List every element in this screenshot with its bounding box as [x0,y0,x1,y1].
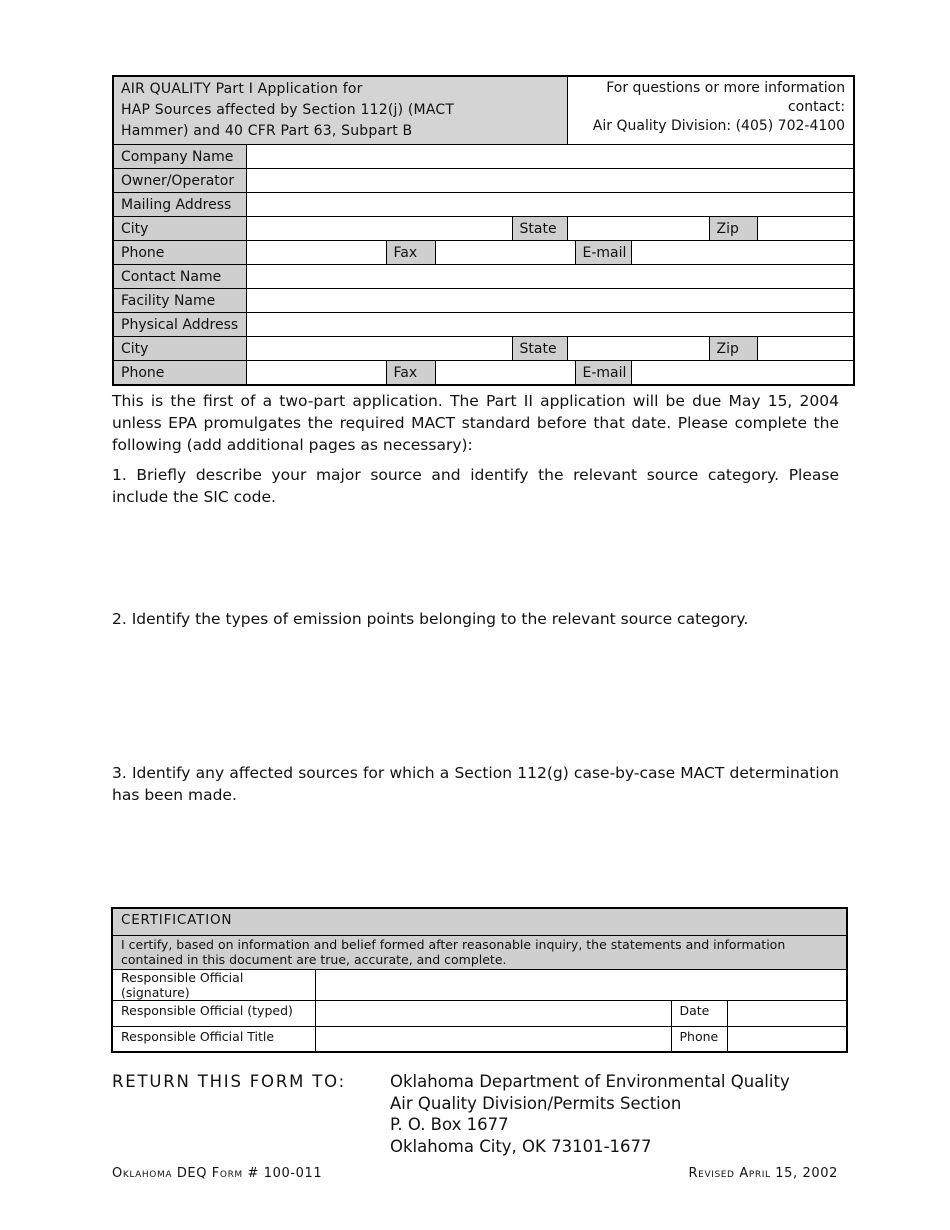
form-title-line-2: HAP Sources affected by Section 112(j) (MACT [121,102,455,118]
mailing-zip-field[interactable] [757,217,854,241]
date-label: Date [671,1000,727,1026]
facility-zip-field[interactable] [757,337,854,361]
contact-name-label: Contact Name [113,265,246,289]
cert-phone-label: Phone [671,1026,727,1052]
facility-name-label: Facility Name [113,289,246,313]
mailing-state-label: State [512,217,567,241]
mailing-state-field[interactable] [567,217,709,241]
facility-state-field[interactable] [567,337,709,361]
question-3: 3. Identify any affected sources for which a Section 112(g) case-by-case MACT determination has been made. [112,764,839,804]
facility-email-label: E-mail [575,361,631,386]
mailing-address-field[interactable] [246,193,854,217]
facility-fax-label: Fax [386,361,435,386]
form-title [113,76,567,145]
official-title-label: Responsible Official Title [112,1026,315,1052]
signature-label: Responsible Official (signature) [112,969,315,1000]
mailing-address-label: Mailing Address [113,193,246,217]
facility-phone-label: Phone [113,361,246,386]
question-1-answer-area[interactable] [112,510,839,602]
form-number: Oklahoma DEQ Form # 100-011 [112,1166,323,1181]
company-name-label: Company Name [113,145,246,169]
intro-paragraph: This is the first of a two-part application. The Part II application will be due May 15, 2004 unless EPA promulgates the required MACT standard before that date. Please complete the following (add additional pages as necessary): [112,392,839,454]
return-address-line-4: Oklahoma City, OK 73101-1677 [390,1136,652,1156]
form-title-line-1: AIR QUALITY Part I Application for [121,81,363,97]
contact-info [567,76,854,145]
mailing-fax-field[interactable] [435,241,575,265]
facility-city-label: City [113,337,246,361]
physical-address-field[interactable] [246,313,854,337]
question-3-answer-area[interactable] [112,808,839,903]
facility-email-field[interactable] [631,361,854,386]
return-address-line-3: P. O. Box 1677 [390,1115,509,1134]
physical-address-label: Physical Address [113,313,246,337]
facility-name-field[interactable] [246,289,854,313]
contact-info-line-1: For questions or more information contact: [606,80,846,115]
date-field[interactable] [727,1000,847,1026]
mailing-email-field[interactable] [631,241,854,265]
mailing-phone-label: Phone [113,241,246,265]
owner-operator-field[interactable] [246,169,854,193]
typed-name-field[interactable] [315,1000,671,1026]
facility-zip-label: Zip [709,337,757,361]
facility-state-label: State [512,337,567,361]
certification-table [111,907,848,1053]
mailing-city-label: City [113,217,246,241]
certification-title: CERTIFICATION [112,908,847,935]
certification-statement: I certify, based on information and belief formed after reasonable inquiry, the statements and information contained in this document are true, accurate, and complete. [112,935,847,969]
official-title-field[interactable] [315,1026,671,1052]
return-address-line-2: Air Quality Division/Permits Section [390,1093,682,1113]
typed-name-label: Responsible Official (typed) [112,1000,315,1026]
mailing-phone-field[interactable] [246,241,386,265]
mailing-city-field[interactable] [246,217,512,241]
facility-city-field[interactable] [246,337,512,361]
contact-info-line-2: Air Quality Division: (405) 702-4100 [592,118,846,134]
question-2: 2. Identify the types of emission points belonging to the relevant source category. [112,610,749,628]
form-title-line-3: Hammer) and 40 CFR Part 63, Subpart B [121,123,413,139]
question-1: 1. Briefly describe your major source and identify the relevant source category. Please include the SIC code. [112,466,839,506]
contact-name-field[interactable] [246,265,854,289]
owner-operator-label: Owner/Operator [113,169,246,193]
question-2-answer-area[interactable] [112,634,839,762]
mailing-zip-label: Zip [709,217,757,241]
facility-fax-field[interactable] [435,361,575,386]
facility-phone-field[interactable] [246,361,386,386]
company-name-field[interactable] [246,145,854,169]
return-label: RETURN THIS FORM TO: [112,1072,346,1091]
return-address-line-1: Oklahoma Department of Environmental Quality [390,1072,790,1091]
mailing-email-label: E-mail [575,241,631,265]
applicant-info-table [112,75,855,386]
signature-field[interactable] [315,969,847,1000]
mailing-fax-label: Fax [386,241,435,265]
revision-date: Revised April 15, 2002 [688,1166,838,1181]
cert-phone-field[interactable] [727,1026,847,1052]
return-address [390,1071,790,1157]
